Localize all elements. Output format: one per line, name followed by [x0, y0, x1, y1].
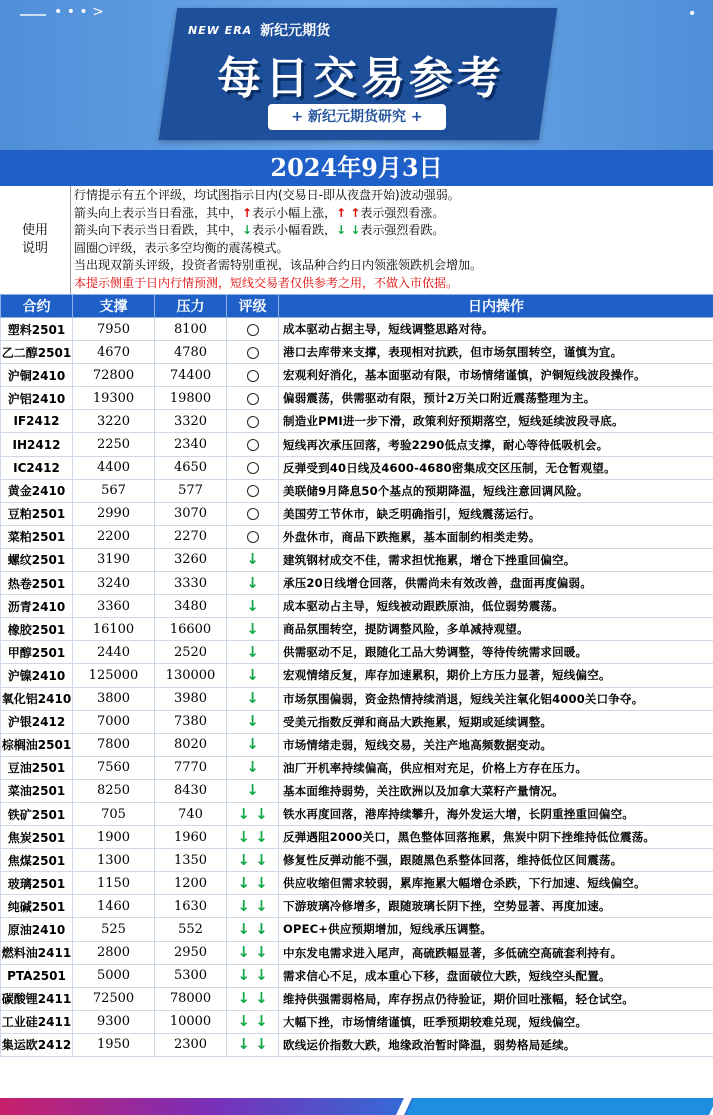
banner-subtitle: + 新纪元期货研究 + [268, 104, 446, 130]
down-arrow-icon: ↓ [246, 758, 259, 777]
usage-text: 表示小幅看跌， [252, 223, 337, 238]
usage-line-6: 本提示侧重于日内行情预测，短线交易者仅供参考之用，不做入市依据。 [74, 275, 459, 290]
operation-cell: OPEC+供应预期增加，短线承压调整。 [279, 918, 713, 941]
table-row [1, 595, 713, 618]
pressure-cell: 2340 [155, 433, 227, 456]
contract-cell: 黄金2410 [1, 479, 73, 502]
rating-cell [227, 618, 279, 641]
down-arrow-icon: ↓ [246, 781, 259, 800]
operation-cell: 外盘休市，商品下跌拖累，基本面制约相类走势。 [279, 525, 713, 548]
support-cell: 5000 [73, 964, 155, 987]
operation-cell: 反弹遇阻2000关口，黑色整体回落拖累，焦炭中阴下挫维持低位震荡。 [279, 826, 713, 849]
operation-cell: 偏弱震荡，供需驱动有限，预计2万关口附近震荡整理为主。 [279, 387, 713, 410]
support-cell: 1300 [73, 849, 155, 872]
table-row [1, 849, 713, 872]
table-row [1, 364, 713, 387]
double-down-arrow-icon: ↓ ↓ [336, 223, 361, 238]
logo-name: 新纪元期货 [260, 23, 331, 39]
support-cell: 16100 [73, 618, 155, 641]
rating-cell [227, 733, 279, 756]
table-row [1, 572, 713, 595]
contract-cell: 乙二醇2501 [1, 341, 73, 364]
pressure-cell: 5300 [155, 964, 227, 987]
operation-cell: 制造业PMI进一步下滑，政策利好预期落空，短线延续波段寻底。 [279, 410, 713, 433]
pressure-cell: 130000 [155, 664, 227, 687]
usage-text: 表示强烈看跌。 [360, 223, 445, 238]
pressure-cell: 8430 [155, 779, 227, 802]
support-cell: 3240 [73, 572, 155, 595]
pressure-cell: 1630 [155, 895, 227, 918]
table-row [1, 941, 713, 964]
banner-title: 每日交易参考 [217, 53, 505, 104]
pressure-cell: 3480 [155, 595, 227, 618]
double-up-arrow-icon: ↑ ↑ [336, 205, 361, 220]
pressure-cell: 3320 [155, 410, 227, 433]
rating-cell [227, 1010, 279, 1033]
double-down-arrow-icon: ↓ ↓ [237, 966, 268, 985]
rating-cell [227, 756, 279, 779]
usage-label-line: 说明 [21, 241, 48, 256]
pressure-cell: 740 [155, 802, 227, 825]
footer-blue-block [406, 1098, 713, 1115]
pressure-cell: 1350 [155, 849, 227, 872]
operation-cell: 下游玻璃冷修增多，跟随玻璃长阴下挫，空势显著、再度加速。 [279, 895, 713, 918]
support-cell: 2800 [73, 941, 155, 964]
rating-cell [227, 595, 279, 618]
support-cell: 3190 [73, 548, 155, 571]
decor-dot: • [688, 6, 697, 22]
rating-cell [227, 779, 279, 802]
down-arrow-icon: ↓ [242, 223, 253, 238]
rating-cell [227, 341, 279, 364]
pressure-cell: 4650 [155, 456, 227, 479]
operation-cell: 反弹受到40日线及4600-4680密集成交区压制，无仓暂观望。 [279, 456, 713, 479]
support-cell: 3220 [73, 410, 155, 433]
operation-cell: 受美元指数反弹和商品大跌拖累，短期或延续调整。 [279, 710, 713, 733]
table-row [1, 872, 713, 895]
table-body [1, 318, 713, 1057]
operation-cell: 宏观情绪反复，库存加速累积，期价上方压力显著，短线偏空。 [279, 664, 713, 687]
rating-cell [227, 364, 279, 387]
pressure-cell: 577 [155, 479, 227, 502]
table-row [1, 664, 713, 687]
operation-cell: 需求信心不足，成本重心下移，盘面破位大跌，短线空头配置。 [279, 964, 713, 987]
contract-cell: 铁矿2501 [1, 802, 73, 825]
support-cell: 72500 [73, 987, 155, 1010]
table-row [1, 1010, 713, 1033]
contract-cell: 沪铝2410 [1, 387, 73, 410]
pressure-cell: 2300 [155, 1033, 227, 1056]
usage-label-line: 使用 [21, 223, 48, 238]
operation-cell: 美国劳工节休市，缺乏明确指引，短线震荡运行。 [279, 502, 713, 525]
table-row [1, 964, 713, 987]
usage-line-1: 行情提示有五个评级，均试图指示日内(交易日-即从夜盘开始)波动强弱。 [74, 188, 460, 202]
pressure-cell: 7380 [155, 710, 227, 733]
down-arrow-icon: ↓ [246, 665, 259, 684]
contract-cell: 沪铜2410 [1, 364, 73, 387]
support-cell: 2250 [73, 433, 155, 456]
table-row [1, 410, 713, 433]
double-down-arrow-icon: ↓ ↓ [237, 943, 268, 962]
contract-cell: 棕榈油2501 [1, 733, 73, 756]
operation-cell: 欧线运价指数大跌，地缘政治暂时降温，弱势格局延续。 [279, 1033, 713, 1056]
table-row [1, 387, 713, 410]
support-cell: 567 [73, 479, 155, 502]
circle-rating-icon [247, 439, 259, 451]
support-cell: 2990 [73, 502, 155, 525]
double-down-arrow-icon: ↓ ↓ [237, 989, 268, 1008]
rating-cell [227, 318, 279, 341]
contract-cell: 菜粕2501 [1, 525, 73, 548]
rating-cell [227, 664, 279, 687]
operation-cell: 基本面维持弱势，关注欧洲以及加拿大菜籽产量情况。 [279, 779, 713, 802]
pressure-cell: 74400 [155, 364, 227, 387]
circle-rating-icon [247, 370, 259, 382]
rating-cell [227, 641, 279, 664]
contract-cell: 沥青2410 [1, 595, 73, 618]
rating-cell [227, 387, 279, 410]
up-arrow-icon: ↑ [242, 205, 253, 220]
support-cell: 4400 [73, 456, 155, 479]
rating-cell [227, 826, 279, 849]
contract-cell: 焦炭2501 [1, 826, 73, 849]
rating-cell [227, 802, 279, 825]
footer-gradient [0, 1098, 420, 1115]
contract-cell: 甲醇2501 [1, 641, 73, 664]
table-row [1, 826, 713, 849]
header-support: 支撑 [73, 295, 155, 318]
usage-instructions [0, 186, 713, 295]
header-rating: 评级 [227, 295, 279, 318]
down-arrow-icon: ↓ [246, 735, 259, 754]
contract-cell: 热卷2501 [1, 572, 73, 595]
rating-cell [227, 525, 279, 548]
table-row [1, 802, 713, 825]
pressure-cell: 3980 [155, 687, 227, 710]
operation-cell: 成本驱动占主导，短线被动跟跌原油，低位弱势震荡。 [279, 595, 713, 618]
rating-cell [227, 502, 279, 525]
pressure-cell: 1200 [155, 872, 227, 895]
down-arrow-icon: ↓ [246, 550, 259, 569]
rating-cell [227, 872, 279, 895]
contract-cell: 碳酸锂2411 [1, 987, 73, 1010]
usage-label-text [22, 222, 48, 258]
decor-line [20, 14, 46, 16]
pressure-cell: 8020 [155, 733, 227, 756]
table-row [1, 733, 713, 756]
usage-line-4: 圆圈○评级，表示多空均衡的震荡模式。 [74, 240, 289, 255]
circle-rating-icon [247, 508, 259, 520]
header-contract: 合约 [1, 295, 73, 318]
date-bar: 2024年9月3日 [0, 150, 713, 186]
support-cell: 1900 [73, 826, 155, 849]
usage-text: 箭头向下表示当日看跌，其中， [74, 223, 243, 238]
pressure-cell: 7770 [155, 756, 227, 779]
support-cell: 7000 [73, 710, 155, 733]
down-arrow-icon: ↓ [246, 596, 259, 615]
operation-cell: 成本驱动占据主导，短线调整思路对待。 [279, 318, 713, 341]
operation-cell: 市场氛围偏弱，资金热情持续消退，短线关注氧化铝4000关口争夺。 [279, 687, 713, 710]
pressure-cell: 78000 [155, 987, 227, 1010]
table-row [1, 502, 713, 525]
operation-cell: 宏观利好消化，基本面驱动有限，市场情绪谨慎，沪铜短线波段操作。 [279, 364, 713, 387]
table-row [1, 433, 713, 456]
operation-cell: 中东发电需求进入尾声，高硫跌幅显著，多低硫空高硫套利持有。 [279, 941, 713, 964]
usage-line-2 [74, 205, 710, 223]
table-row [1, 756, 713, 779]
support-cell: 1950 [73, 1033, 155, 1056]
usage-text: 表示小幅上涨， [252, 205, 337, 220]
contract-cell: IH2412 [1, 433, 73, 456]
footer-stripe [0, 1098, 713, 1115]
down-arrow-icon: ↓ [246, 712, 259, 731]
rating-cell [227, 964, 279, 987]
support-cell: 8250 [73, 779, 155, 802]
contract-cell: 螺纹2501 [1, 548, 73, 571]
rating-cell [227, 479, 279, 502]
contract-cell: 豆粕2501 [1, 502, 73, 525]
contract-cell: 沪镍2410 [1, 664, 73, 687]
contract-cell: 豆油2501 [1, 756, 73, 779]
contract-cell: 纯碱2501 [1, 895, 73, 918]
table-row [1, 456, 713, 479]
rating-cell [227, 456, 279, 479]
pressure-cell: 2270 [155, 525, 227, 548]
operation-cell: 供需驱动不足，跟随化工品大势调整，等待传统需求回暖。 [279, 641, 713, 664]
header-operation: 日内操作 [279, 295, 713, 318]
support-cell: 3800 [73, 687, 155, 710]
decor-dots: • • • > [54, 4, 104, 20]
table-row [1, 479, 713, 502]
operation-cell: 铁水再度回落，港库持续攀升，海外发运大增，长阴重挫重回偏空。 [279, 802, 713, 825]
table-row [1, 987, 713, 1010]
double-down-arrow-icon: ↓ ↓ [237, 850, 268, 869]
contract-cell: 集运欧2412 [1, 1033, 73, 1056]
support-cell: 7800 [73, 733, 155, 756]
table-row [1, 548, 713, 571]
support-cell: 1460 [73, 895, 155, 918]
contract-cell: 玻璃2501 [1, 872, 73, 895]
support-cell: 705 [73, 802, 155, 825]
contract-cell: 焦煤2501 [1, 849, 73, 872]
table-row [1, 618, 713, 641]
operation-cell: 美联储9月降息50个基点的预期降温，短线注意回调风险。 [279, 479, 713, 502]
contract-cell: PTA2501 [1, 964, 73, 987]
rating-cell [227, 687, 279, 710]
support-cell: 9300 [73, 1010, 155, 1033]
rating-cell [227, 987, 279, 1010]
circle-rating-icon [247, 347, 259, 359]
circle-rating-icon [247, 531, 259, 543]
pressure-cell: 552 [155, 918, 227, 941]
header-pressure: 压力 [155, 295, 227, 318]
trading-reference-table [0, 294, 713, 1057]
contract-cell: 原油2410 [1, 918, 73, 941]
pressure-cell: 19800 [155, 387, 227, 410]
table-row [1, 318, 713, 341]
contract-cell: 工业硅2411 [1, 1010, 73, 1033]
support-cell: 72800 [73, 364, 155, 387]
header-banner [0, 0, 713, 150]
operation-cell: 商品氛围转空，提防调整风险，多单减持观望。 [279, 618, 713, 641]
contract-cell: 橡胶2501 [1, 618, 73, 641]
usage-line-3 [74, 222, 710, 240]
pressure-cell: 3070 [155, 502, 227, 525]
double-down-arrow-icon: ↓ ↓ [237, 896, 268, 915]
company-logo [188, 20, 330, 40]
usage-line-5: 当出现双箭头评级，投资者需特别重视，该品种合约日内领涨领跌机会增加。 [74, 258, 483, 273]
operation-cell: 油厂开机率持续偏高，供应相对充足，价格上方存在压力。 [279, 756, 713, 779]
pressure-cell: 3330 [155, 572, 227, 595]
down-arrow-icon: ↓ [246, 573, 259, 592]
contract-cell: 燃料油2411 [1, 941, 73, 964]
operation-cell: 短线再次承压回落，考验2290低点支撑，耐心等待低吸机会。 [279, 433, 713, 456]
operation-cell: 承压20日线增仓回落，供需尚未有效改善，盘面再度偏弱。 [279, 572, 713, 595]
pressure-cell: 2520 [155, 641, 227, 664]
contract-cell: IC2412 [1, 456, 73, 479]
support-cell: 2440 [73, 641, 155, 664]
pressure-cell: 2950 [155, 941, 227, 964]
circle-rating-icon [247, 416, 259, 428]
table-row [1, 710, 713, 733]
usage-label [0, 186, 71, 294]
rating-cell [227, 1033, 279, 1056]
usage-text: 箭头向上表示当日看涨，其中， [74, 205, 243, 220]
circle-rating-icon [247, 485, 259, 497]
double-down-arrow-icon: ↓ ↓ [237, 804, 268, 823]
rating-cell [227, 895, 279, 918]
table-row [1, 641, 713, 664]
down-arrow-icon: ↓ [246, 689, 259, 708]
table-row [1, 895, 713, 918]
operation-cell: 维持供强需弱格局，库存拐点仍待验证，期价回吐涨幅，轻仓试空。 [279, 987, 713, 1010]
contract-cell: IF2412 [1, 410, 73, 433]
circle-rating-icon [247, 324, 259, 336]
operation-cell: 大幅下挫，市场情绪谨慎，旺季预期较难兑现，短线偏空。 [279, 1010, 713, 1033]
contract-cell: 沪银2412 [1, 710, 73, 733]
table-row [1, 1033, 713, 1056]
rating-cell [227, 918, 279, 941]
contract-cell: 塑料2501 [1, 318, 73, 341]
pressure-cell: 10000 [155, 1010, 227, 1033]
operation-cell: 建筑钢材成交不佳，需求担忧拖累，增仓下挫重回偏空。 [279, 548, 713, 571]
double-down-arrow-icon: ↓ ↓ [237, 1012, 268, 1031]
operation-cell: 市场情绪走弱，短线交易，关注产地高频数据变动。 [279, 733, 713, 756]
rating-cell [227, 433, 279, 456]
usage-text: 表示强烈看涨。 [360, 205, 445, 220]
operation-cell: 供应收缩但需求较弱，累库拖累大幅增仓杀跌，下行加速、短线偏空。 [279, 872, 713, 895]
down-arrow-icon: ↓ [246, 619, 259, 638]
rating-cell [227, 548, 279, 571]
double-down-arrow-icon: ↓ ↓ [237, 873, 268, 892]
usage-lines [74, 187, 710, 293]
support-cell: 2200 [73, 525, 155, 548]
support-cell: 525 [73, 918, 155, 941]
operation-cell: 修复性反弹动能不强，跟随黑色系整体回落，维持低位区间震荡。 [279, 849, 713, 872]
rating-cell [227, 410, 279, 433]
rating-cell [227, 710, 279, 733]
pressure-cell: 3260 [155, 548, 227, 571]
support-cell: 3360 [73, 595, 155, 618]
contract-cell: 氧化铝2410 [1, 687, 73, 710]
down-arrow-icon: ↓ [246, 642, 259, 661]
double-down-arrow-icon: ↓ ↓ [237, 1035, 268, 1054]
support-cell: 7950 [73, 318, 155, 341]
rating-cell [227, 572, 279, 595]
rating-cell [227, 941, 279, 964]
double-down-arrow-icon: ↓ ↓ [237, 827, 268, 846]
support-cell: 1150 [73, 872, 155, 895]
contract-cell: 菜油2501 [1, 779, 73, 802]
rating-cell [227, 849, 279, 872]
pressure-cell: 8100 [155, 318, 227, 341]
double-down-arrow-icon: ↓ ↓ [237, 919, 268, 938]
pressure-cell: 4780 [155, 341, 227, 364]
table-header-row [1, 295, 713, 318]
table-row [1, 525, 713, 548]
support-cell: 125000 [73, 664, 155, 687]
circle-rating-icon [247, 462, 259, 474]
table-row [1, 779, 713, 802]
logo-mark: NEW ERA [188, 23, 253, 37]
table-row [1, 687, 713, 710]
pressure-cell: 1960 [155, 826, 227, 849]
support-cell: 19300 [73, 387, 155, 410]
support-cell: 4670 [73, 341, 155, 364]
pressure-cell: 16600 [155, 618, 227, 641]
circle-rating-icon [247, 393, 259, 405]
table-row [1, 341, 713, 364]
operation-cell: 港口去库带来支撑，表现相对抗跌，但市场氛围转空，谨慎为宜。 [279, 341, 713, 364]
table-row [1, 918, 713, 941]
support-cell: 7560 [73, 756, 155, 779]
